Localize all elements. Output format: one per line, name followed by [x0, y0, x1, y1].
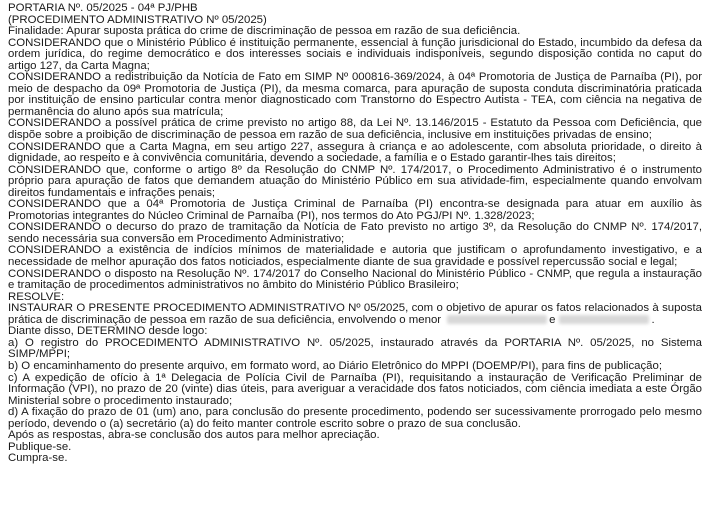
procedimento-subtitle: (PROCEDIMENTO ADMINISTRATIVO Nº 05/2025) — [8, 13, 267, 26]
considerando-paragraph: CONSIDERANDO que a 04ª Promotoria de Justiça Criminal de Parnaíba (PI) encontra-se designada para atuar em auxílio às Promotorias integrantes do Núcleo Criminal de Parnaíba (PI), nos termos do Ato PGJ/PI Nº. 1.328/2023; — [8, 198, 702, 222]
diante-paragraph: Diante disso, DETERMINO desde logo: — [8, 325, 208, 338]
cumpra-line: Cumpra-se. — [8, 452, 68, 465]
instaurar-connector: e — [549, 313, 556, 326]
redacted-name-block — [447, 315, 547, 324]
considerando-paragraph: CONSIDERANDO a possível prática de crime previsto no artigo 88, da Lei Nº. 13.146/2015 - Estatuto da Pessoa com Deficiência, que dispõe sobre a proibição de discriminação de pessoa em razão de sua deficiência, inclusive em instituições privadas de ensino; — [8, 117, 702, 142]
considerando-paragraph: CONSIDERANDO a redistribuição da Notícia de Fato em SIMP Nº 000816-369/2024, à 04ª Promotoria de Justiça de Parnaíba (PI), por meio de despacho da 09ª Promotoria de Justiça (PI), da mesma comarca, para apuração de suposta conduta discriminatória praticada por instituição de ensino particular contra menor diagnosticado com Transtorno do Espectro Autista - TEA, com ciência na negativa de permanência do aluno após sua matrícula; — [8, 71, 702, 118]
resolve-heading: RESOLVE: — [8, 290, 65, 303]
considerando-paragraph: CONSIDERANDO que a Carta Magna, em seu artigo 227, assegura à criança e ao adolescente, com absoluta prioridade, o direito à dignidade, ao respeito e à convivência comunitária, devendo a sociedade, a família e o Estado garantir-lhes tais direitos; — [8, 140, 702, 165]
determination-item: b) O encaminhamento do presente arquivo, em formato word, ao Diário Eletrônico do MPPI (DOEMP/PI), para fins de publicação; — [8, 359, 663, 372]
considerando-paragraph: CONSIDERANDO que o Ministério Público é instituição permanente, essencial à função jurisdicional do Estado, incumbido da defesa da ordem jurídica, do regime democrático e dos interesses sociais e individuais indisponíveis, segundo disposição contida no caput do artigo 127, da Carta Magna; — [8, 36, 702, 72]
determination-item: a) O registro do PROCEDIMENTO ADMINISTRATIVO Nº. 05/2025, instaurado através da PORTARIA Nº. 05/2025, no Sistema SIMP/MPPI; — [8, 336, 702, 361]
instaurar-end: . — [651, 313, 655, 326]
determination-item: d) A fixação do prazo de 01 (um) ano, para conclusão do presente procedimento, podendo ser sucessivamente prorrogado pelo mesmo período, devendo o (a) secretário (a) do feito manter controle escrito sobre o prazo de sua conclusão. — [8, 406, 702, 430]
determination-item: c) A expedição de ofício à 1ª Delegacia de Polícia Civil de Parnaíba (PI), requisitando a instauração de Verificação Preliminar de Informação (VPI), no prazo de 20 (vinte) dias úteis, para averiguar a veracidade dos fatos noticiados, com ciência imediata a este Órgão Ministerial sobre o procedimento instaurado; — [8, 371, 702, 407]
considerando-paragraph: CONSIDERANDO o decurso do prazo de tramitação da Notícia de Fato previsto no artigo 3º, da Resolução do CNMP Nº. 174/2017, sendo necessária sua conversão em Procedimento Administrativo; — [8, 221, 702, 245]
considerando-paragraph: CONSIDERANDO o disposto na Resolução Nº. 174/2017 do Conselho Nacional do Ministério Público - CNMP, que regula a instauração e tramitação de procedimentos administrativos no âmbito do Ministério Público Brasileiro; — [8, 267, 702, 292]
publique-line: Publique-se. — [8, 440, 72, 453]
instaurar-paragraph — [8, 303, 702, 326]
redacted-name-block — [559, 315, 649, 324]
apos-paragraph: Após as respostas, abra-se conclusão dos autos para melhor apreciação. — [8, 429, 380, 442]
considerando-paragraph: CONSIDERANDO a existência de indícios mínimos de materialidade e autoria que justificam o aprofundamento investigativo, e a necessidade de melhor apuração dos fatos noticiados, especialmente diante de sua gravidade e possível repercussão social e legal; — [8, 244, 702, 269]
finalidade-paragraph: Finalidade: Apurar suposta prática do crime de discriminação de pessoa em razão de sua deficiência. — [8, 25, 521, 38]
portaria-title: PORTARIA Nº. 05/2025 - 04ª PJ/PHB — [8, 2, 198, 14]
instaurar-text: INSTAURAR O PRESENTE PROCEDIMENTO ADMINISTRATIVO Nº 05/2025, com o objetivo de apurar os fatos relacionados à suposta prática de discriminação de pessoa em razão de sua deficiência, envolvendo o menor — [8, 302, 702, 326]
considerando-paragraph: CONSIDERANDO que, conforme o artigo 8º da Resolução do CNMP Nº. 174/2017, o Procedimento Administrativo é o instrumento próprio para apuração de fatos que demandem atuação do Ministério Público em sua atividade-fim, especialmente quando envolvam direitos fundamentais e infrações penais; — [8, 163, 702, 199]
